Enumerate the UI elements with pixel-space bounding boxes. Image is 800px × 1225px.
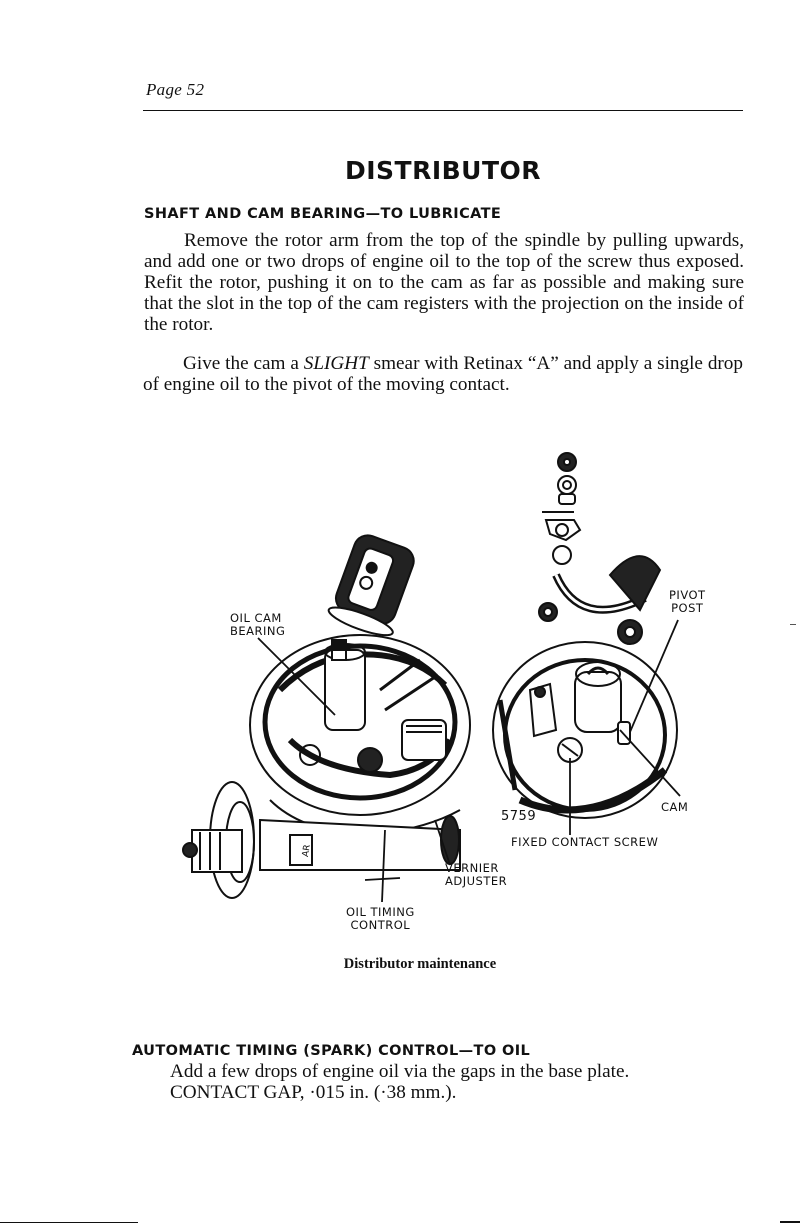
paragraph-base-plate (170, 1061, 730, 1103)
figure-caption: Distributor maintenance (343, 956, 497, 972)
label-line: OIL TIMING (346, 905, 415, 919)
text-line-contact-gap: CONTACT GAP, ·015 in. (·38 mm.). (170, 1082, 457, 1103)
header-rule (143, 110, 743, 111)
label-oil-timing-control (346, 906, 415, 932)
label-line: ADJUSTER (445, 874, 508, 888)
distributor-body-drawing (183, 531, 470, 898)
rotor-arm-drawing (326, 531, 421, 641)
text-line-oil-gaps: Add a few drops of engine oil via the gaps in the base plate. (170, 1061, 630, 1082)
figure-number: 5759 (501, 809, 537, 824)
page-number: Page 52 (146, 80, 205, 99)
section-heading-automatic-timing: AUTOMATIC TIMING (SPARK) CONTROL—TO OIL (132, 1043, 531, 1059)
label-cam: CAM (661, 800, 689, 814)
label-line: OIL CAM (230, 611, 282, 625)
paragraph-cam-smear (143, 353, 743, 395)
svg-text:AR: AR (300, 843, 313, 858)
text-after: smear with Retinax “A” and apply a single drop of engine oil to the pivot of the moving contact. (143, 353, 743, 395)
page-title: DISTRIBUTOR (344, 156, 542, 185)
label-line: BEARING (230, 624, 286, 638)
label-vernier-adjuster (445, 862, 507, 888)
footer-rule-right (780, 1221, 800, 1223)
label-line: PIVOT (669, 588, 706, 602)
text-before: Give the cam a (183, 353, 304, 374)
label-line: POST (671, 601, 704, 615)
edge-mark (790, 624, 796, 625)
label-oil-cam-bearing (230, 612, 285, 638)
footer-rule-left (0, 1222, 138, 1223)
section-heading-shaft-cam: SHAFT AND CAM BEARING—TO LUBRICATE (144, 206, 502, 222)
label-line: VERNIER (445, 861, 499, 875)
label-line: CONTROL (350, 918, 411, 932)
emphasis-slight: SLIGHT (303, 353, 369, 374)
label-fixed-contact-screw: FIXED CONTACT SCREW (511, 835, 659, 849)
paragraph-remove-rotor: Remove the rotor arm from the top of the spindle by pulling upwards, and add one or two drops of engine oil to the top of the screw thus exposed. Refit the rotor, pushing it on to the cam as far as possible and making sure that the slot in the top of the cam registers with the projection on the inside of the rotor. (144, 230, 744, 335)
label-pivot-post (669, 589, 706, 615)
